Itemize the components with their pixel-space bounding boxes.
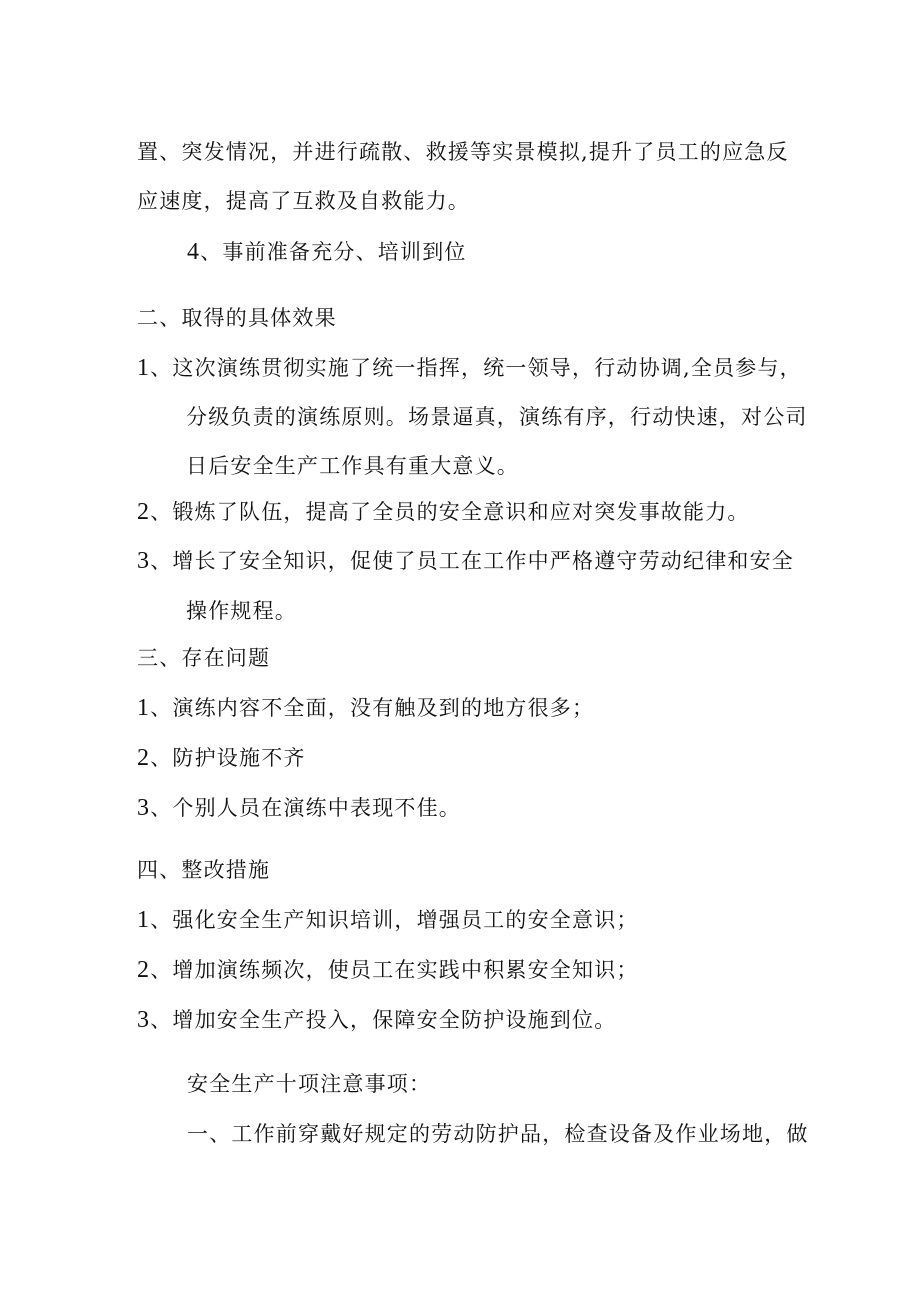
section-2-item-3-line-2: 操作规程。 (186, 599, 297, 623)
section-2-item-1-line-3: 日后安全生产工作具有重大意义。 (186, 454, 519, 478)
section-2-item-2: 2、锻炼了队伍，提高了全员的安全意识和应对突发事故能力。 (137, 499, 750, 525)
safety-title: 安全生产十项注意事项： (187, 1072, 432, 1096)
section-4-item-1: 1、强化安全生产知识培训，增强员工的安全意识； (137, 907, 639, 933)
section-3-item-3: 3、个别人员在演练中表现不佳。 (137, 795, 462, 821)
section-4-item-2: 2、增加演练频次，使员工在实践中积累安全知识； (137, 957, 639, 983)
section-2-heading: 二、取得的具体效果 (137, 306, 337, 330)
section-4-heading: 四、整改措施 (137, 858, 271, 882)
section-4-item-3: 3、增加安全生产投入，保障安全防护设施到位。 (137, 1007, 617, 1033)
safety-item-1: 一、工作前穿戴好规定的劳动防护品，检查设备及作业场地，做 (187, 1122, 809, 1146)
section-3-item-2: 2、防护设施不齐 (137, 745, 306, 771)
section-2-item-1-line-1: 1、这次演练贯彻实施了统一指挥，统一领导，行动协调,全员参与， (137, 355, 802, 381)
intro-line-2: 应速度，提高了互救及自救能力。 (137, 189, 470, 213)
section-2-item-3-line-1: 3、增长了安全知识，促使了员工在工作中严格遵守劳动纪律和安全 (137, 548, 795, 574)
section-3-item-1: 1、演练内容不全面，没有触及到的地方很多； (137, 695, 595, 721)
item-4-heading: 4、事前准备充分、培训到位 (187, 239, 467, 265)
section-2-item-1-line-2: 分级负责的演练原则。场景逼真，演练有序，行动快速，对公司 (186, 405, 808, 429)
intro-line-1: 置、突发情况，并进行疏散、救援等实景模拟,提升了员工的应急反 (137, 140, 789, 164)
section-3-heading: 三、存在问题 (137, 646, 271, 670)
